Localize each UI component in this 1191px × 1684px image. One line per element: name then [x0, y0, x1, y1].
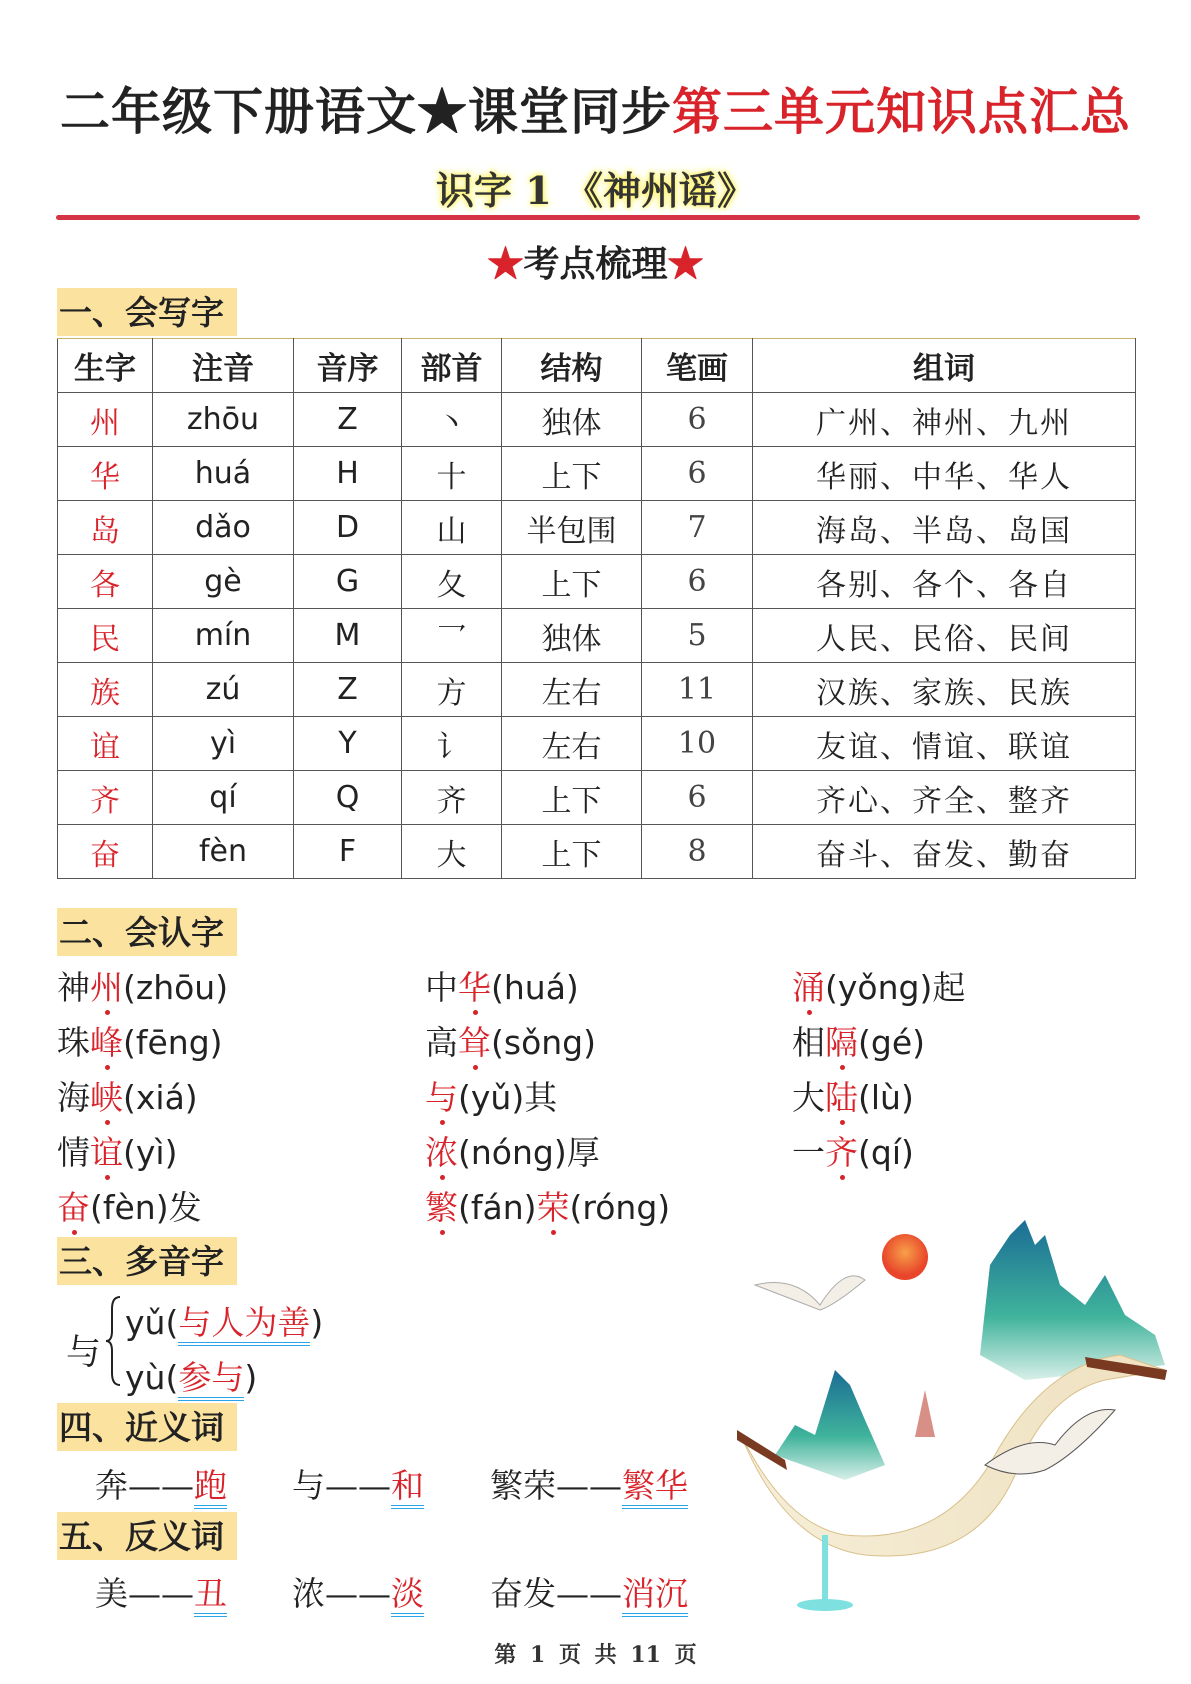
table-cell: 谊 [58, 717, 153, 771]
column-header: 笔画 [642, 339, 753, 393]
word: 与人为善 [178, 1303, 310, 1346]
recognize-item [792, 1127, 914, 1174]
text: (qí) [858, 1133, 914, 1172]
antonyms-pair [95, 1568, 227, 1615]
section-antonyms: 五、反义词 [57, 1512, 237, 1560]
text: (yǔ)其 [458, 1078, 558, 1117]
word: 浓 [292, 1574, 325, 1613]
column-header: 组词 [753, 339, 1136, 393]
target-char: 峰 [90, 1023, 123, 1062]
text: 相 [792, 1023, 825, 1062]
table-cell: huá [153, 447, 294, 501]
text: (yǒng)起 [825, 968, 966, 1007]
polyphone-char: 与 [66, 1333, 102, 1373]
target-char: 繁 [425, 1188, 458, 1227]
table-cell: 方 [402, 663, 502, 717]
table-row [58, 555, 1136, 609]
table-cell: 大 [402, 825, 502, 879]
star-icon: ★ [487, 243, 524, 285]
dash: —— [128, 1466, 194, 1505]
table-cell: 人民、民俗、民间 [753, 609, 1136, 663]
target-char: 荣 [536, 1188, 570, 1227]
table-cell: 7 [642, 501, 753, 555]
table-cell: gè [153, 555, 294, 609]
text: (fēng) [123, 1023, 223, 1062]
recognize-item [425, 962, 579, 1009]
table-row [58, 447, 1136, 501]
table-cell: G [294, 555, 402, 609]
lesson-title-text: 识字 1 《神州谣》 [436, 168, 755, 213]
dash: —— [325, 1466, 391, 1505]
recognize-item [425, 1127, 600, 1174]
antonyms-pair [292, 1568, 424, 1615]
table-cell: 民 [58, 609, 153, 663]
recognize-item [57, 1127, 177, 1174]
text: 一 [792, 1133, 825, 1172]
table-cell: 5 [642, 609, 753, 663]
table-cell: yì [153, 717, 294, 771]
word: 奔 [95, 1466, 128, 1505]
sun-icon [882, 1234, 928, 1280]
recognize-item [792, 1017, 925, 1064]
text: (lù) [858, 1078, 914, 1117]
table-row [58, 609, 1136, 663]
column-header: 结构 [502, 339, 642, 393]
table-cell: zú [153, 663, 294, 717]
table-cell: 6 [642, 771, 753, 825]
table-cell: H [294, 447, 402, 501]
table-cell: Z [294, 663, 402, 717]
table-cell: mín [153, 609, 294, 663]
text: (gé) [858, 1023, 925, 1062]
table-cell: 十 [402, 447, 502, 501]
table-row [58, 771, 1136, 825]
dash: —— [556, 1574, 622, 1613]
table-cell: 8 [642, 825, 753, 879]
table-cell: 夂 [402, 555, 502, 609]
star-icon: ★ [667, 243, 704, 285]
text: (fèn)发 [90, 1188, 202, 1227]
target-char: 隔 [825, 1023, 858, 1062]
polyphone-reading: yǔ(与人为善) [125, 1297, 323, 1344]
table-cell: 华 [58, 447, 153, 501]
recognize-item [792, 962, 965, 1009]
table-cell: 齐 [58, 771, 153, 825]
table-cell: Q [294, 771, 402, 825]
table-cell: 上下 [502, 825, 642, 879]
dash: —— [556, 1466, 622, 1505]
table-cell: qí [153, 771, 294, 825]
text: (róng) [569, 1188, 671, 1227]
recognize-item [57, 1182, 202, 1229]
table-cell: M [294, 609, 402, 663]
title-black: 二年级下册语文★课堂同步 [60, 82, 672, 141]
table-cell: 6 [642, 393, 753, 447]
table-cell: 独体 [502, 393, 642, 447]
word: 奋发 [490, 1574, 556, 1613]
target-char: 陆 [825, 1078, 858, 1117]
table-cell: F [294, 825, 402, 879]
target-char: 浓 [425, 1133, 458, 1172]
table-cell: 丶 [402, 393, 502, 447]
landscape-illustration [725, 1205, 1185, 1625]
synonyms-pair [292, 1460, 424, 1507]
table-cell: 左右 [502, 717, 642, 771]
page-title [0, 72, 1191, 144]
table-cell: 11 [642, 663, 753, 717]
table-row [58, 501, 1136, 555]
text: (yì) [123, 1133, 178, 1172]
dash: —— [325, 1574, 391, 1613]
table-cell: 山 [402, 501, 502, 555]
answer-word: 丑 [194, 1574, 227, 1617]
recognize-item [792, 1072, 914, 1119]
table-cell: 10 [642, 717, 753, 771]
target-char: 州 [90, 968, 123, 1007]
text: 海 [57, 1078, 90, 1117]
table-cell: dǎo [153, 501, 294, 555]
section-recognize: 二、会认字 [57, 908, 237, 956]
section-write: 一、会写字 [57, 288, 237, 336]
write-table [57, 338, 1136, 879]
table-header [58, 339, 1136, 393]
table-cell: 齐 [402, 771, 502, 825]
table-cell: Y [294, 717, 402, 771]
table-cell: 族 [58, 663, 153, 717]
table-row [58, 393, 1136, 447]
target-char: 与 [425, 1078, 458, 1117]
recognize-item [425, 1072, 557, 1119]
antonyms-pair [490, 1568, 688, 1615]
table-row [58, 663, 1136, 717]
word: 繁荣 [490, 1466, 556, 1505]
column-header: 部首 [402, 339, 502, 393]
text: (fán) [458, 1188, 537, 1227]
pinyin: yù [125, 1358, 166, 1397]
text: (huá) [491, 968, 579, 1007]
answer-word: 跑 [194, 1466, 227, 1509]
target-char: 齐 [825, 1133, 858, 1172]
table-cell: D [294, 501, 402, 555]
target-char: 华 [458, 968, 491, 1007]
column-header: 音序 [294, 339, 402, 393]
recognize-item [57, 962, 228, 1009]
target-char: 谊 [90, 1133, 123, 1172]
text: 珠 [57, 1023, 90, 1062]
text: 中 [425, 968, 458, 1007]
section-heading [0, 236, 1191, 287]
answer-word: 和 [391, 1466, 424, 1509]
table-cell: 乛 [402, 609, 502, 663]
section-synonyms: 四、近义词 [57, 1403, 237, 1451]
text: (zhōu) [123, 968, 229, 1007]
text: 情 [57, 1133, 90, 1172]
table-cell: 岛 [58, 501, 153, 555]
synonyms-pair [490, 1460, 688, 1507]
table-cell: 上下 [502, 555, 642, 609]
text: (sǒng) [491, 1023, 596, 1062]
target-char: 涌 [792, 968, 825, 1007]
table-cell: 左右 [502, 663, 642, 717]
text: 大 [792, 1078, 825, 1117]
table-cell: 海岛、半岛、岛国 [753, 501, 1136, 555]
answer-word: 消沉 [622, 1574, 688, 1617]
table-cell: fèn [153, 825, 294, 879]
table-cell: 各 [58, 555, 153, 609]
synonyms-pair [95, 1460, 227, 1507]
target-char: 耸 [458, 1023, 491, 1062]
text: (nóng)厚 [458, 1133, 600, 1172]
table-cell: 各别、各个、各自 [753, 555, 1136, 609]
recognize-item [57, 1072, 198, 1119]
recognize-item [425, 1017, 596, 1064]
text: 高 [425, 1023, 458, 1062]
table-cell: 齐心、齐全、整齐 [753, 771, 1136, 825]
table-cell: 奋 [58, 825, 153, 879]
table-cell: 奋斗、奋发、勤奋 [753, 825, 1136, 879]
pinyin: yǔ [125, 1303, 166, 1342]
table-row [58, 717, 1136, 771]
recognize-item [57, 1017, 223, 1064]
table-cell: Z [294, 393, 402, 447]
section-polyphone: 三、多音字 [57, 1237, 237, 1285]
divider [56, 215, 1140, 220]
answer-word: 繁华 [622, 1466, 688, 1509]
page-footer: 第 1 页 共 11 页 [494, 1642, 697, 1668]
table-cell: 6 [642, 555, 753, 609]
recognize-item [425, 1182, 670, 1229]
text: (xiá) [123, 1078, 198, 1117]
heading-text: 考点梳理 [523, 243, 668, 285]
table-cell: 友谊、情谊、联谊 [753, 717, 1136, 771]
table-cell: 半包围 [502, 501, 642, 555]
table-row [58, 825, 1136, 879]
table-cell: 6 [642, 447, 753, 501]
target-char: 奋 [57, 1188, 90, 1227]
table-cell: zhōu [153, 393, 294, 447]
column-header: 注音 [153, 339, 294, 393]
polyphone-reading: yù(参与) [125, 1352, 257, 1399]
answer-word: 淡 [391, 1574, 424, 1617]
column-header: 生字 [58, 339, 153, 393]
word: 与 [292, 1466, 325, 1505]
word: 美 [95, 1574, 128, 1613]
table-cell: 讠 [402, 717, 502, 771]
title-red: 第三单元知识点汇总 [672, 82, 1131, 141]
text: 神 [57, 968, 90, 1007]
table-cell: 独体 [502, 609, 642, 663]
lesson-title [0, 160, 1191, 215]
table-cell: 广州、神州、九州 [753, 393, 1136, 447]
brace-icon [104, 1295, 124, 1387]
target-char: 峡 [90, 1078, 123, 1117]
table-cell: 华丽、中华、华人 [753, 447, 1136, 501]
table-cell: 上下 [502, 447, 642, 501]
word: 参与 [178, 1358, 244, 1401]
dash: —— [128, 1574, 194, 1613]
table-cell: 上下 [502, 771, 642, 825]
table-cell: 汉族、家族、民族 [753, 663, 1136, 717]
table-cell: 州 [58, 393, 153, 447]
